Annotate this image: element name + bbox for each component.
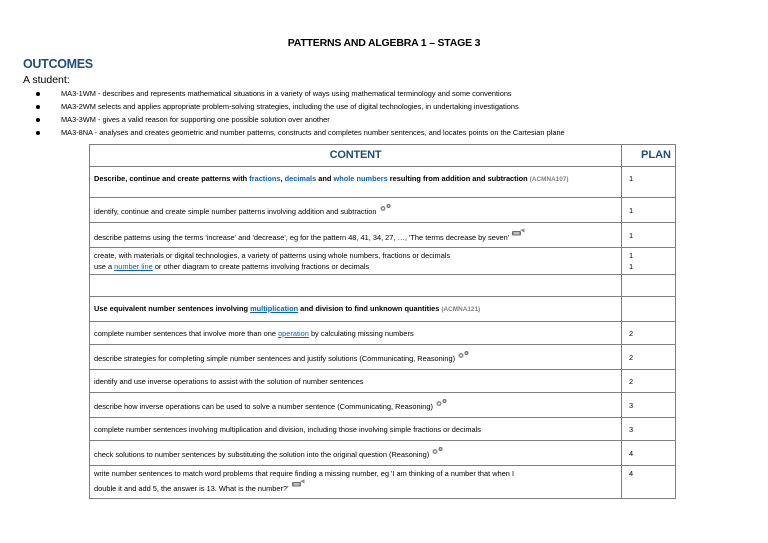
operation-link[interactable]: operation xyxy=(278,328,309,338)
bullet-icon xyxy=(36,92,40,96)
table-row xyxy=(90,345,676,370)
table-row xyxy=(90,198,676,223)
table-row xyxy=(90,393,676,418)
content-header: CONTENT xyxy=(90,145,622,167)
table-row xyxy=(90,370,676,393)
section-heading-patterns: Describe, continue and create patterns with fractions, decimals and whole numbers resulting from addition and subtraction (ACMNA107) xyxy=(90,167,622,198)
satellite-icon xyxy=(291,479,305,489)
bullet-icon xyxy=(36,131,40,135)
content-item: describe patterns using the terms 'increase' and 'decrease', eg for the pattern 48, 41, 34, 27, …, 'The terms decrease by seven' xyxy=(90,223,622,248)
table-row xyxy=(90,466,676,499)
plan-value: 1 1 xyxy=(622,248,676,275)
plan-value: 4 xyxy=(622,466,676,499)
table-row xyxy=(90,275,676,297)
content-item: describe strategies for completing simple number sentences and justify solutions (Communicating, Reasoning) xyxy=(90,345,622,370)
spacer-cell xyxy=(90,275,622,297)
plan-value: 4 xyxy=(622,441,676,466)
fractions-link[interactable]: fractions xyxy=(249,174,281,183)
gear-icon xyxy=(435,398,448,407)
plan-value: 2 xyxy=(622,370,676,393)
outcome-item xyxy=(36,100,565,113)
outcomes-heading: OUTCOMES xyxy=(23,57,93,71)
plan-value: 3 xyxy=(622,393,676,418)
plan-value: 2 xyxy=(622,322,676,345)
page-title: PATTERNS AND ALGEBRA 1 – STAGE 3 xyxy=(287,37,481,49)
table-row xyxy=(90,441,676,466)
table-header-row xyxy=(90,145,676,167)
content-item: identify, continue and create simple number patterns involving addition and subtraction xyxy=(90,198,622,223)
table-row xyxy=(90,167,676,198)
plan-value: 2 xyxy=(622,345,676,370)
outcome-text: MA3-1WM - describes and represents mathematical situations in a variety of ways using mathematical terminology and some conventions xyxy=(61,89,512,98)
content-item: identify and use inverse operations to assist with the solution of number sentences xyxy=(90,370,622,393)
plan-value: 3 xyxy=(622,418,676,441)
table-row xyxy=(90,223,676,248)
student-label: A student: xyxy=(23,74,70,86)
gear-icon xyxy=(379,203,392,212)
content-item: create, with materials or digital technologies, a variety of patterns using whole numbers, fractions or decimals use a number line or other diagram to create patterns involving fractions or decimals xyxy=(90,248,622,275)
spacer-cell xyxy=(622,275,676,297)
satellite-icon xyxy=(511,228,525,238)
plan-value: 1 xyxy=(622,167,676,198)
content-item: check solutions to number sentences by substituting the solution into the original question (Reasoning) xyxy=(90,441,622,466)
content-item: complete number sentences involving multiplication and division, including those involving simple fractions or decimals xyxy=(90,418,622,441)
outcome-text: MA3-3WM - gives a valid reason for supporting one possible solution over another xyxy=(61,115,330,124)
bullet-icon xyxy=(36,118,40,122)
outcome-item xyxy=(36,87,565,100)
content-plan-table xyxy=(89,144,676,499)
table-row xyxy=(90,248,676,275)
outcome-item xyxy=(36,113,565,126)
plan-value: 1 xyxy=(622,223,676,248)
content-item: write number sentences to match word problems that require finding a missing number, eg 'I am thinking of a number that when I double it and add 5, the answer is 13. What is the number?' xyxy=(90,466,622,499)
table-row xyxy=(90,297,676,322)
plan-value xyxy=(622,297,676,322)
table-row xyxy=(90,322,676,345)
table-row xyxy=(90,418,676,441)
bullet-icon xyxy=(36,105,40,109)
outcome-text: MA3-8NA - analyses and creates geometric and number patterns, constructs and completes number sentences, and locates points on the Cartesian plane xyxy=(61,128,565,137)
content-item: complete number sentences that involve more than one operation by calculating missing numbers xyxy=(90,322,622,345)
content-item: describe how inverse operations can be used to solve a number sentence (Communicating, Reasoning) xyxy=(90,393,622,418)
whole-numbers-link[interactable]: whole numbers xyxy=(333,174,388,183)
plan-header: PLAN xyxy=(622,145,676,167)
multiplication-link[interactable]: multiplication xyxy=(250,304,299,313)
gear-icon xyxy=(431,446,444,455)
outcome-text: MA3-2WM selects and applies appropriate problem-solving strategies, including the use of digital technologies, in undertaking investigations xyxy=(61,102,519,111)
outcomes-list xyxy=(36,87,565,139)
decimals-link[interactable]: decimals xyxy=(284,174,317,183)
curriculum-code: (ACMNA121) xyxy=(441,306,481,313)
curriculum-code: (ACMNA107) xyxy=(529,176,569,183)
outcome-item xyxy=(36,126,565,139)
gear-icon xyxy=(457,350,470,359)
section-heading-equivalent: Use equivalent number sentences involving multiplication and division to find unknown quantities (ACMNA121) xyxy=(90,297,622,322)
plan-value: 1 xyxy=(622,198,676,223)
number-line-link[interactable]: number line xyxy=(114,262,153,271)
